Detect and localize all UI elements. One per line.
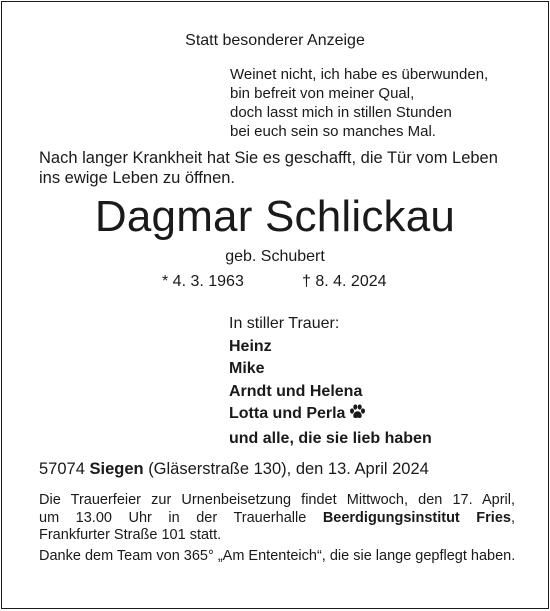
punctuation: , — [510, 509, 515, 526]
death-date: † 8. 4. 2024 — [302, 273, 387, 290]
mourner-name: Heinz — [229, 337, 272, 355]
funeral-home: Beerdigungsinstitut Fries — [322, 509, 511, 526]
service-line — [39, 510, 515, 528]
mourners-list — [229, 313, 432, 450]
poem-line: bei euch sein so manches Mal. — [230, 123, 436, 140]
birth-date: * 4. 3. 1963 — [162, 273, 244, 290]
zip-code: 57074 — [39, 460, 85, 478]
mourner-name: Mike — [229, 360, 265, 377]
mourner-name: Lotta und Perla — [229, 405, 346, 422]
obituary-notice — [1, 1, 549, 609]
service-info — [39, 492, 515, 545]
service-line: Frankfurter Straße 101 statt. — [39, 527, 222, 543]
mourner-name: Arndt und Helena — [229, 382, 363, 400]
deceased-name: Dagmar Schlickau — [94, 192, 456, 241]
service-line: Die Trauerfeier zur Urnenbeisetzung findet Mittwoch, den 17. April, — [39, 492, 515, 508]
mourner-name: und alle, die sie lieb haben — [229, 429, 432, 447]
paw-print-icon — [349, 404, 366, 428]
place-and-date — [39, 460, 429, 479]
intro-line: Nach langer Krankheit hat Sie es geschafft, die Tür vom Leben — [39, 149, 498, 167]
mourner-name-with-paw — [229, 403, 432, 428]
intro-line: ins ewige Leben zu öffnen. — [39, 169, 236, 187]
poem — [230, 65, 488, 141]
city: Siegen — [89, 460, 144, 478]
poem-line: bin befreit von meiner Qual, — [230, 85, 415, 102]
poem-line: Weinet nicht, ich habe es überwunden, — [230, 66, 489, 83]
service-time: um 13.00 Uhr in der Trauerhalle — [39, 509, 307, 526]
poem-line: doch lasst mich in stillen Stunden — [230, 104, 452, 121]
mourners-label: In stiller Trauer: — [229, 315, 340, 332]
intro-text — [39, 148, 498, 188]
notice-header: Statt besonderer Anzeige — [185, 32, 365, 49]
thanks-text: Danke dem Team von 365° „Am Ententeich“, die sie lange gepflegt haben. — [39, 548, 516, 564]
maiden-name: geb. Schubert — [225, 248, 325, 265]
address-date: (Gläserstraße 130), den 13. April 2024 — [148, 460, 429, 478]
